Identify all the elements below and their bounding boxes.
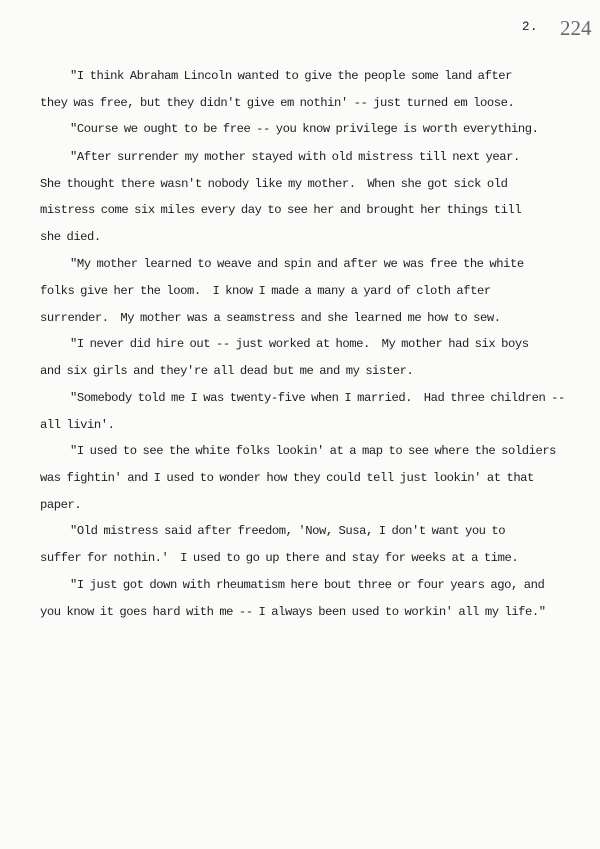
text-line: was fightin' and I used to wonder how they could tell just lookin' at that (40, 471, 534, 485)
stamped-page-number: 224 (560, 16, 592, 40)
text-line: suffer for nothin.' I used to go up there and stay for weeks at a time. (40, 551, 519, 565)
text-line: "I think Abraham Lincoln wanted to give the people some land after (70, 69, 513, 83)
page-number: 2. (522, 20, 539, 34)
text-line: "Course we ought to be free -- you know privilege is worth everything. (70, 122, 539, 136)
text-line: folks give her the loom. I know I made a many a yard of cloth after (40, 284, 491, 298)
text-line: "My mother learned to weave and spin and after we was free the white (70, 257, 524, 271)
text-line: "I used to see the white folks lookin' at a map to see where the soldiers (70, 444, 557, 458)
text-line: "After surrender my mother stayed with old mistress till next year. (70, 150, 520, 164)
text-line: paper. (40, 498, 82, 512)
text-line: mistress come six miles every day to see her and brought her things till (40, 203, 522, 217)
text-line: you know it goes hard with me -- I always been used to workin' all my life." (40, 605, 546, 619)
text-line: she died. (40, 230, 101, 244)
text-line: "Somebody told me I was twenty-five when I married. Had three children -- (70, 391, 565, 405)
text-line: surrender. My mother was a seamstress and she learned me how to sew. (40, 311, 501, 325)
text-line: all livin'. (40, 418, 115, 432)
text-line: "I just got down with rheumatism here bout three or four years ago, and (70, 578, 545, 592)
text-line: and six girls and they're all dead but me and my sister. (40, 364, 414, 378)
text-line: they was free, but they didn't give em nothin' -- just turned em loose. (40, 96, 515, 110)
text-line: She thought there wasn't nobody like my mother. When she got sick old (40, 177, 508, 191)
text-line: "I never did hire out -- just worked at home. My mother had six boys (70, 337, 529, 351)
text-line: "Old mistress said after freedom, 'Now, Susa, I don't want you to (70, 524, 506, 538)
